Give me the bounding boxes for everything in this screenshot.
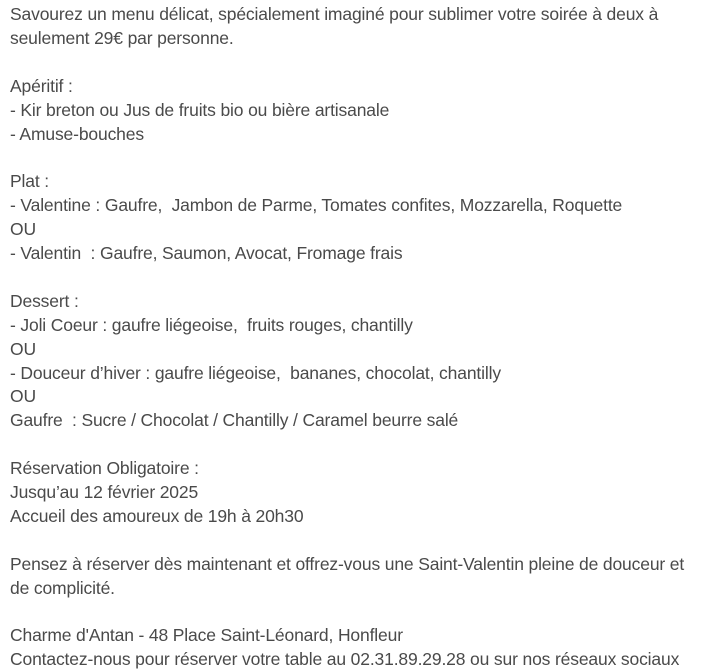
intro-line: Savourez un menu délicat, spécialement imaginé pour sublimer votre soirée à deux à — [10, 4, 659, 24]
plat-heading: Plat : — [10, 171, 49, 192]
aperitif-item: - Kir breton ou Jus de fruits bio ou bière artisanale — [10, 99, 390, 120]
dessert-heading: Dessert : — [10, 290, 79, 311]
aperitif-heading: Apéritif : — [10, 75, 73, 96]
plat-or-separator: OU — [10, 219, 36, 240]
footer-address: Charme d'Antan - 48 Place Saint-Léonard, Honfleur — [10, 625, 403, 646]
intro-paragraph — [10, 3, 702, 51]
closing-line: Pensez à réserver dès maintenant et offrez-vous une Saint-Valentin pleine de douceur et — [10, 553, 685, 574]
reservation-hours: Accueil des amoureux de 19h à 20h30 — [10, 505, 304, 526]
dessert-or-separator: OU — [10, 338, 36, 359]
closing-paragraph — [10, 553, 702, 601]
dessert-or-separator: OU — [10, 386, 36, 407]
aperitif-item: - Amuse-bouches — [10, 123, 144, 144]
dessert-option-douceur-hiver: - Douceur d’hiver : gaufre liégeoise, bananes, chocolat, chantilly — [10, 362, 501, 383]
plat-option-valentin: - Valentin : Gaufre, Saumon, Avocat, Fromage frais — [10, 243, 403, 264]
plat-section — [10, 170, 702, 266]
plat-option-valentine: - Valentine : Gaufre, Jambon de Parme, Tomates confites, Mozzarella, Roquette — [10, 195, 623, 216]
dessert-option-joli-coeur: - Joli Coeur : gaufre liégeoise, fruits rouges, chantilly — [10, 314, 413, 335]
reservation-section — [10, 457, 702, 529]
footer-contact — [10, 624, 702, 672]
closing-line: de complicité. — [10, 577, 115, 598]
menu-text-content — [10, 3, 702, 672]
reservation-heading: Réservation Obligatoire : — [10, 458, 199, 479]
dessert-section — [10, 290, 702, 433]
intro-line: seulement 29€ par personne. — [10, 27, 234, 48]
footer-contact-line: Contactez-nous pour réserver votre table au 02.31.89.29.28 ou sur nos réseaux sociaux — [10, 649, 680, 670]
aperitif-section — [10, 75, 702, 147]
reservation-deadline: Jusqu’au 12 février 2025 — [10, 482, 199, 503]
dessert-option-gaufre: Gaufre : Sucre / Chocolat / Chantilly / Caramel beurre salé — [10, 410, 459, 431]
